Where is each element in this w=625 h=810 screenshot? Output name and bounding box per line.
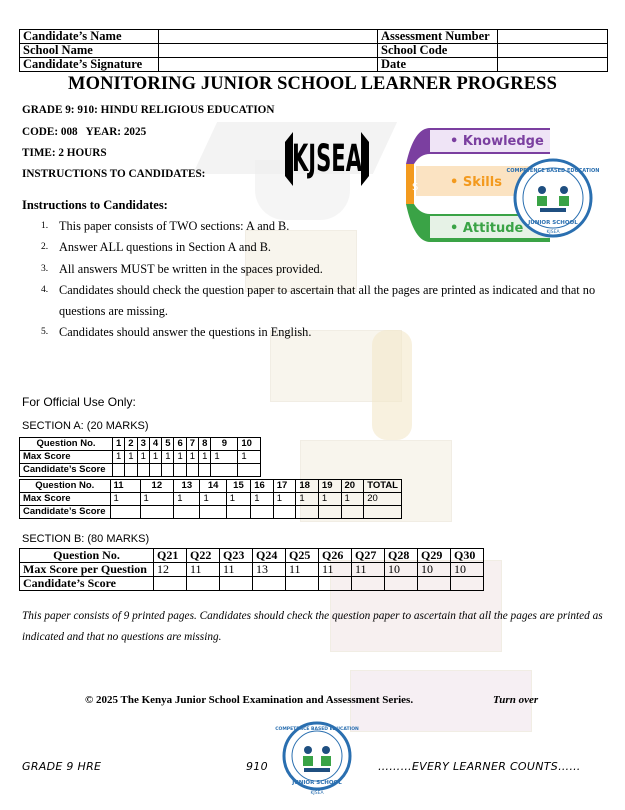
table-row	[20, 493, 402, 506]
max-cell: 1	[174, 451, 186, 464]
school-code-label: School Code	[378, 44, 498, 58]
list-item-text: All answers MUST be written in the spaces provided.	[59, 261, 323, 276]
max-cell: 1	[238, 451, 261, 464]
max-cell: 1	[199, 451, 211, 464]
score-input-cell[interactable]	[451, 577, 484, 591]
section-b-heading: SECTION B: (80 MARKS)	[22, 533, 150, 545]
date-field[interactable]	[498, 58, 608, 72]
total-cell: TOTAL	[364, 480, 402, 493]
question-cell: Q22	[187, 549, 220, 563]
list-item-number: 2.	[41, 242, 49, 253]
total-input-cell[interactable]	[364, 506, 402, 519]
list-item-number: 4.	[41, 284, 49, 295]
badge-bottom-text: JUNIOR SCHOOL	[528, 220, 578, 226]
question-cell: 4	[149, 438, 161, 451]
assessment-number-label: Assessment Number	[378, 30, 498, 44]
list-item	[22, 259, 612, 280]
score-input-cell[interactable]	[162, 464, 174, 477]
score-input-cell[interactable]	[137, 464, 149, 477]
question-cell: 3	[137, 438, 149, 451]
list-item-number: 1.	[41, 221, 49, 231]
pages-note: This paper consists of 9 printed pages. Candidates should check the question paper to ascertain that all the pages are printed as indicated and that no questions are missing.	[22, 610, 603, 643]
max-cell: 10	[418, 563, 451, 577]
max-cell: 11	[220, 563, 253, 577]
question-cell: 15	[226, 480, 250, 493]
list-item-number: 3.	[41, 263, 49, 274]
instructions-label: INSTRUCTIONS TO CANDIDATES:	[22, 168, 206, 180]
score-input-cell[interactable]	[186, 464, 198, 477]
max-cell: 10	[385, 563, 418, 577]
footer-badge-small-text: KJSEA	[310, 791, 324, 796]
section-a-heading: SECTION A: (20 MARKS)	[22, 420, 149, 432]
score-input-cell[interactable]	[211, 464, 238, 477]
badge-top-text: COMPETENCE BASED EDUCATION	[506, 168, 600, 174]
score-input-cell[interactable]	[125, 464, 137, 477]
question-cell: 12	[140, 480, 174, 493]
list-item-text: Candidates should check the question paper to ascertain that all the pages are printed as indicated and that no questions are missing.	[59, 282, 596, 319]
question-cell: 2	[125, 438, 137, 451]
section-b-table	[19, 548, 484, 591]
question-cell: 7	[186, 438, 198, 451]
score-input-cell[interactable]	[140, 506, 174, 519]
score-input-cell[interactable]	[253, 577, 286, 591]
score-input-cell[interactable]	[319, 577, 352, 591]
list-item	[22, 237, 612, 258]
score-input-cell[interactable]	[238, 464, 261, 477]
question-cell: 11	[110, 480, 140, 493]
watermark-figure	[372, 330, 412, 440]
question-cell: Q30	[451, 549, 484, 563]
list-item	[22, 216, 612, 237]
row-label: Question No.	[20, 438, 113, 451]
candidate-info-table	[19, 29, 608, 72]
turn-over-label: Turn over	[493, 694, 539, 706]
max-cell: 1	[125, 451, 137, 464]
max-cell: 1	[251, 493, 274, 506]
score-input-cell[interactable]	[226, 506, 250, 519]
footer-badge-logo	[275, 718, 359, 798]
score-input-cell[interactable]	[149, 464, 161, 477]
list-item-text: Candidates should answer the questions in English.	[59, 325, 312, 340]
score-input-cell[interactable]	[110, 506, 140, 519]
max-cell: 1	[211, 451, 238, 464]
max-cell: 1	[140, 493, 174, 506]
max-cell: 1	[113, 451, 125, 464]
max-cell: 12	[154, 563, 187, 577]
row-label: Candidate’s Score	[20, 464, 113, 477]
max-cell: 1	[186, 451, 198, 464]
max-cell: 1	[137, 451, 149, 464]
max-cell: 11	[319, 563, 352, 577]
max-cell: 11	[187, 563, 220, 577]
assessment-number-field[interactable]	[498, 30, 608, 44]
knowledge-label: • Knowledge	[450, 134, 544, 149]
table-row	[20, 464, 261, 477]
max-cell: 1	[200, 493, 226, 506]
footer-left: GRADE 9 HRE	[22, 760, 102, 773]
list-item-number: 5.	[41, 327, 49, 338]
score-input-cell[interactable]	[318, 506, 341, 519]
date-label: Date	[378, 58, 498, 72]
question-cell: 18	[296, 480, 319, 493]
list-item	[22, 280, 612, 323]
time-line: TIME: 2 HOURS	[22, 147, 107, 159]
max-cell: 10	[451, 563, 484, 577]
question-cell: 20	[341, 480, 364, 493]
candidate-signature-field[interactable]	[159, 58, 378, 72]
school-code-field[interactable]	[498, 44, 608, 58]
score-input-cell[interactable]	[385, 577, 418, 591]
footer-motto: ………EVERY LEARNER COUNTS……	[378, 760, 581, 773]
row-label: Question No.	[20, 549, 154, 563]
list-item-text: Answer ALL questions in Section A and B.	[59, 240, 271, 255]
skills-label: • Skills	[450, 175, 502, 190]
max-cell: 11	[352, 563, 385, 577]
question-cell: Q25	[286, 549, 319, 563]
score-input-cell[interactable]	[174, 464, 186, 477]
question-cell: Q27	[352, 549, 385, 563]
row-label: Max Score per Question	[20, 563, 154, 577]
max-cell: 1	[149, 451, 161, 464]
max-cell: 13	[253, 563, 286, 577]
score-input-cell[interactable]	[286, 577, 319, 591]
score-input-cell[interactable]	[418, 577, 451, 591]
question-cell: Q24	[253, 549, 286, 563]
max-cell: 1	[318, 493, 341, 506]
question-cell: 17	[273, 480, 296, 493]
school-name-field[interactable]	[159, 44, 378, 58]
question-cell: 19	[318, 480, 341, 493]
candidate-signature-label: Candidate’s Signature	[20, 58, 159, 72]
footer-badge-bottom-text: JUNIOR SCHOOL	[292, 780, 342, 786]
candidate-name-label: Candidate’s Name	[20, 30, 159, 44]
instructions-heading: Instructions to Candidates:	[22, 198, 168, 212]
copyright-line: © 2025 The Kenya Junior School Examination and Assessment Series.	[85, 694, 414, 706]
row-label: Question No.	[20, 480, 111, 493]
question-cell: 13	[174, 480, 200, 493]
attitude-label: • Attitude	[450, 221, 524, 236]
row-label: Candidate’s Score	[20, 506, 111, 519]
grade-line: GRADE 9: 910: HINDU RELIGIOUS EDUCATION	[22, 104, 275, 116]
max-total-cell: 20	[364, 493, 402, 506]
score-input-cell[interactable]	[200, 506, 226, 519]
question-cell: 6	[174, 438, 186, 451]
table-row	[20, 506, 402, 519]
list-item	[22, 322, 612, 343]
table-row	[20, 549, 484, 563]
question-cell: 16	[251, 480, 274, 493]
score-input-cell[interactable]	[187, 577, 220, 591]
footer-badge-top-text: COMPETENCE BASED EDUCATION	[275, 727, 359, 732]
question-cell: 8	[199, 438, 211, 451]
table-row	[20, 438, 261, 451]
question-cell: Q28	[385, 549, 418, 563]
score-input-cell[interactable]	[199, 464, 211, 477]
max-cell: 1	[174, 493, 200, 506]
question-cell: 9	[211, 438, 238, 451]
score-input-cell[interactable]	[273, 506, 296, 519]
question-cell: 5	[162, 438, 174, 451]
row-label: Max Score	[20, 451, 113, 464]
footer-page-code: 910	[246, 760, 268, 773]
candidate-name-field[interactable]	[159, 30, 378, 44]
kjsea-logo	[283, 130, 371, 188]
table-row	[20, 451, 261, 464]
page-title: MONITORING JUNIOR SCHOOL LEARNER PROGRESS	[68, 74, 557, 94]
question-cell: 10	[238, 438, 261, 451]
max-cell: 11	[286, 563, 319, 577]
score-input-cell[interactable]	[251, 506, 274, 519]
official-use-label: For Official Use Only:	[22, 395, 136, 409]
score-input-cell[interactable]	[154, 577, 187, 591]
max-cell: 1	[110, 493, 140, 506]
max-cell: 1	[273, 493, 296, 506]
code-year-line: CODE: 008 YEAR: 2025	[22, 126, 147, 138]
max-cell: 1	[162, 451, 174, 464]
score-input-cell[interactable]	[296, 506, 319, 519]
question-cell: Q29	[418, 549, 451, 563]
school-name-label: School Name	[20, 44, 159, 58]
question-cell: 14	[200, 480, 226, 493]
table-row	[20, 563, 484, 577]
list-item-text: This paper consists of TWO sections: A and B.	[59, 219, 290, 233]
table-row	[20, 577, 484, 591]
score-input-cell[interactable]	[341, 506, 364, 519]
svg-text:S: S	[412, 182, 419, 193]
badge-small-text: KJSEA	[546, 230, 560, 235]
max-cell: 1	[341, 493, 364, 506]
row-label: Candidate’s Score	[20, 577, 154, 591]
question-cell: Q26	[319, 549, 352, 563]
instructions-list	[22, 216, 612, 344]
score-input-cell[interactable]	[113, 464, 125, 477]
table-row	[20, 480, 402, 493]
section-a-table-2	[19, 479, 402, 519]
question-cell: Q21	[154, 549, 187, 563]
score-input-cell[interactable]	[352, 577, 385, 591]
max-cell: 1	[226, 493, 250, 506]
question-cell: Q23	[220, 549, 253, 563]
row-label: Max Score	[20, 493, 111, 506]
question-cell: 1	[113, 438, 125, 451]
kjsea-logo-text: KJSEA	[292, 137, 363, 182]
section-a-table-1	[19, 437, 261, 477]
score-input-cell[interactable]	[220, 577, 253, 591]
score-input-cell[interactable]	[174, 506, 200, 519]
max-cell: 1	[296, 493, 319, 506]
